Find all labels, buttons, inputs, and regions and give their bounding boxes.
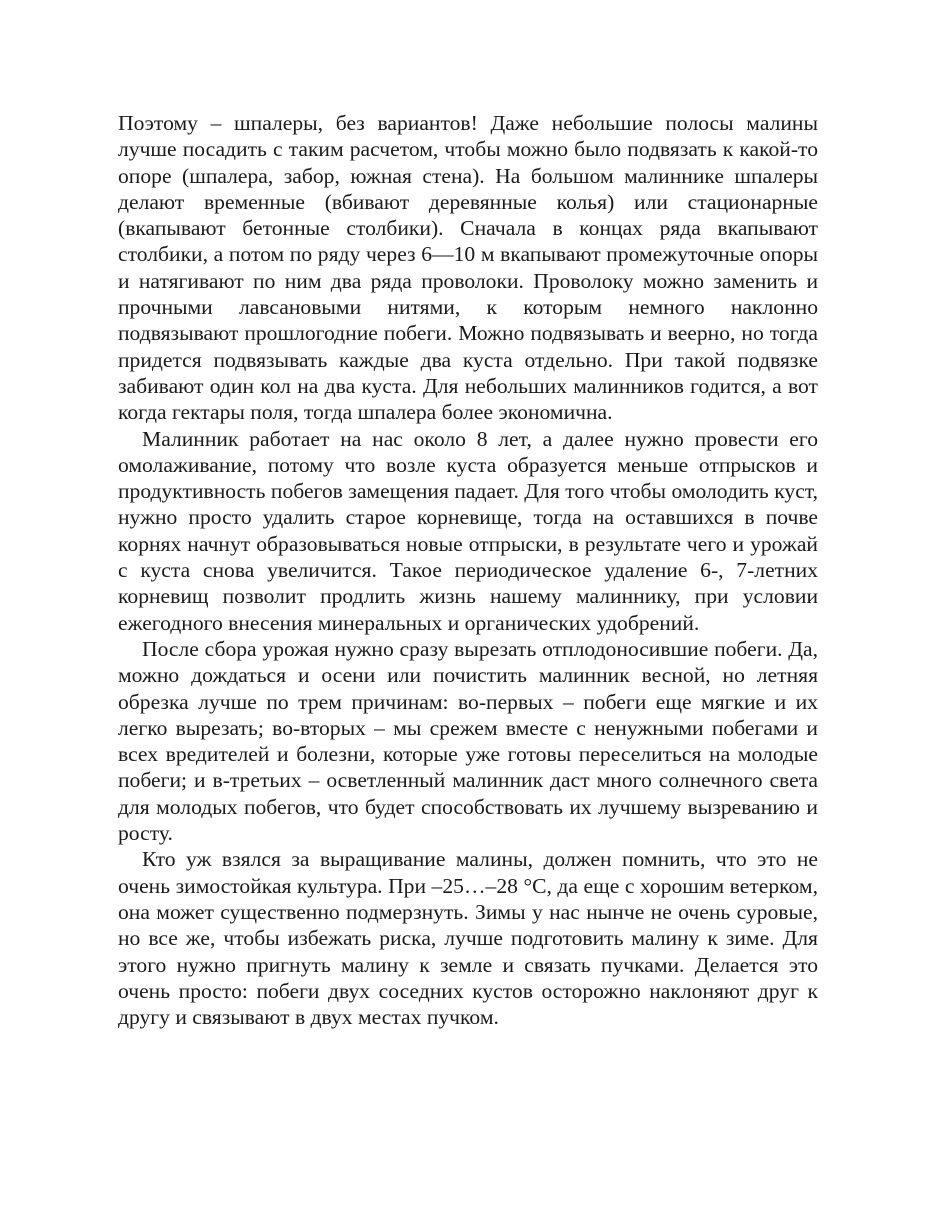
paragraph: Кто уж взялся за выращивание малины, должен помнить, что это не очень зимостойкая культура. При –25…–28 °С, да еще с хорошим ветерком, она может существенно подмерзнуть. Зимы у нас нынче не очень суровые, но все же, чтобы избежать риска, лучше подготовить малину к зиме. Для этого нужно пригнуть малину к земле и связать пучками. Делается это очень просто: побеги двух соседних кустов осторожно наклоняют друг к другу и связывают в двух местах пучком.: [118, 847, 818, 1030]
paragraph: После сбора урожая нужно сразу вырезать отплодоносившие побеги. Да, можно дождаться и осени или почистить малинник весной, но летняя обрезка лучше по трем причинам: во-первых – побеги еще мягкие и их легко вырезать; во-вторых – мы срежем вместе с ненужными побегами и всех вредителей и болезни, которые уже готовы переселиться на молодые побеги; и в-третьих – осветленный малинник даст много солнечного света для молодых побегов, что будет способствовать их лучшему вызреванию и росту.: [118, 636, 818, 846]
paragraph: Поэтому – шпалеры, без вариантов! Даже небольшие полосы малины лучше посадить с таким расчетом, чтобы можно было подвязать к какой-то опоре (шпалера, забор, южная стена). На большом малиннике шпалеры делают временные (вбивают деревянные колья) или стационарные (вкапывают бетонные столбики). Сначала в концах ряда вкапывают столбики, а потом по ряду через 6—10 м вкапывают промежуточные опоры и натягивают по ним два ряда проволоки. Проволоку можно заменить и прочными лавсановыми нитями, к которым немного наклонно подвязывают прошлогодние побеги. Можно подвязывать и веерно, но тогда придется подвязывать каждые два куста отдельно. При такой подвязке забивают один кол на два куста. Для небольших малинников годится, а вот когда гектары поля, тогда шпалера более экономична.: [118, 111, 818, 425]
body-text: [118, 110, 818, 1030]
paragraph: Малинник работает на нас около 8 лет, а далее нужно провести его омолаживание, потому что возле куста образуется меньше отпрысков и продуктивность побегов замещения падает. Для того чтобы омолодить куст, нужно просто удалить старое корневище, тогда на оставшихся в почве корнях начнут образовываться новые отпрыски, в результате чего и урожай с куста снова увеличится. Такое периодическое удаление 6-, 7-летних корневищ позволит продлить жизнь нашему малиннику, при условии ежегодного внесения минеральных и органических удобрений.: [118, 426, 818, 635]
